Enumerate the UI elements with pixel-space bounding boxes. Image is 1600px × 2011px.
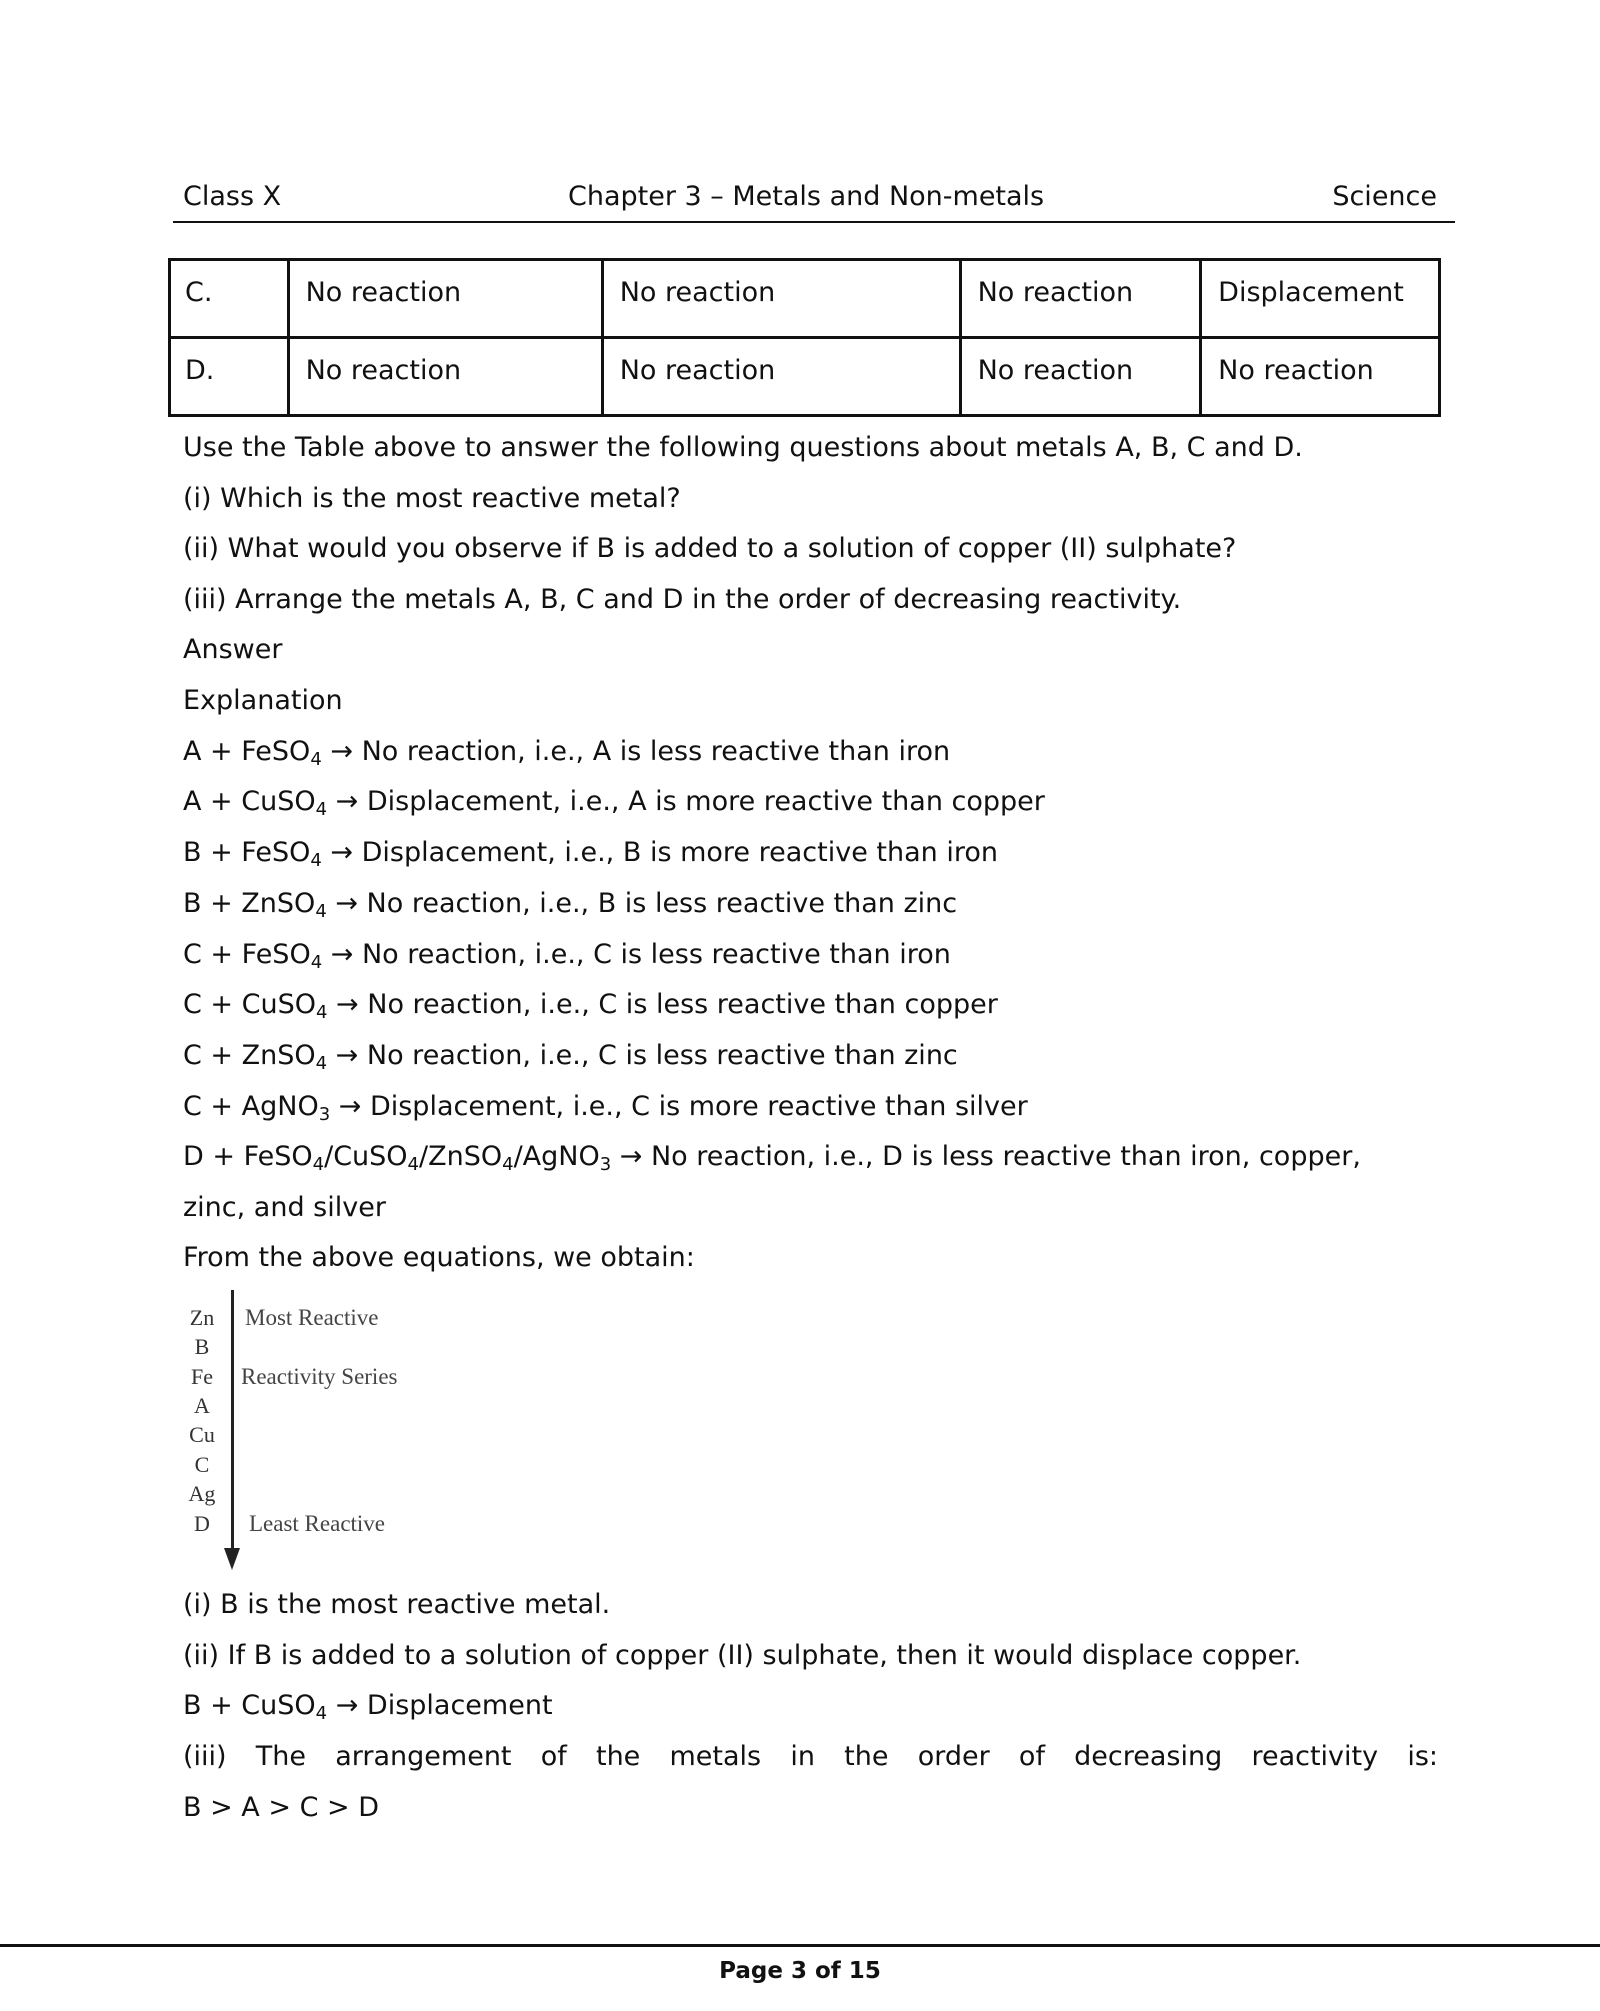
equation-lhs: A + FeSO <box>183 736 311 767</box>
table-cell: No reaction <box>602 338 960 416</box>
arrow-down-icon <box>224 1548 240 1570</box>
equation-line <box>183 938 951 972</box>
table-cell: No reaction <box>288 260 602 338</box>
subscript: 4 <box>310 749 322 770</box>
table-cell: Displacement <box>1201 260 1440 338</box>
answer-3: (iii) The arrangement of the metals in the order of decreasing reactivity is: <box>183 1741 1438 1772</box>
subscript: 3 <box>318 1104 331 1125</box>
least-reactive-label: Least Reactive <box>249 1511 386 1536</box>
equation-lhs: B + CuSO <box>183 1690 316 1721</box>
questions-intro: Use the Table above to answer the following questions about metals A, B, C and D. <box>183 432 1303 463</box>
page-number: Page 3 of 15 <box>719 1958 881 1984</box>
metal-label: A <box>194 1393 210 1418</box>
most-reactive-label: Most Reactive <box>245 1305 379 1330</box>
subscript: 4 <box>502 1154 514 1175</box>
header-class: Class X <box>183 181 282 212</box>
table-cell: No reaction <box>602 260 960 338</box>
equation-line-d <box>183 1140 1361 1174</box>
equation-part: /AgNO <box>513 1141 600 1172</box>
equation-rhs: → No reaction, i.e., C is less reactive than iron <box>322 939 951 970</box>
table-cell: No reaction <box>1201 338 1440 416</box>
table-cell: No reaction <box>960 338 1201 416</box>
equation-lhs: B + FeSO <box>183 837 311 868</box>
subscript: 4 <box>315 799 328 820</box>
equation-rhs: → Displacement, i.e., A is more reactive than copper <box>327 786 1045 817</box>
obtain-text: From the above equations, we obtain: <box>183 1242 695 1273</box>
metal-label: C <box>194 1452 210 1477</box>
equation-continuation: zinc, and silver <box>183 1192 386 1223</box>
subscript: 3 <box>599 1154 612 1175</box>
answer-1: (i) B is the most reactive metal. <box>183 1589 611 1620</box>
question-2: (ii) What would you observe if B is added to a solution of copper (II) sulphate? <box>183 533 1237 564</box>
equation-line <box>183 887 957 921</box>
metal-label: B <box>194 1334 210 1359</box>
subscript: 4 <box>315 1703 328 1724</box>
equation-line <box>183 1039 958 1073</box>
header-subject: Science <box>1332 181 1437 212</box>
metal-label: Cu <box>189 1422 215 1447</box>
table-row <box>170 260 1440 338</box>
answer-3-order: B > A > C > D <box>183 1792 380 1823</box>
subscript: 4 <box>312 1154 325 1175</box>
metal-label: Ag <box>188 1481 216 1506</box>
reactivity-series-diagram <box>178 1288 438 1580</box>
equation-line <box>183 1090 1028 1124</box>
metal-label: Zn <box>189 1305 215 1330</box>
metal-label: D <box>194 1511 210 1536</box>
equation-rhs: → Displacement, i.e., B is more reactive than iron <box>321 837 998 868</box>
reactivity-series-label: Reactivity Series <box>241 1364 398 1389</box>
subscript: 4 <box>407 1154 419 1175</box>
equation-line <box>183 735 950 769</box>
answer-heading: Answer <box>183 634 283 665</box>
equation-line <box>183 785 1045 819</box>
explanation-heading: Explanation <box>183 685 343 716</box>
equation-lhs: C + CuSO <box>183 989 316 1020</box>
equation-rhs: → No reaction, i.e., C is less reactive than zinc <box>327 1040 958 1071</box>
equation-part: /CuSO <box>324 1141 408 1172</box>
equation-rhs: → No reaction, i.e., D is less reactive than iron, copper, <box>611 1141 1361 1172</box>
equation-lhs: B + ZnSO <box>183 888 316 919</box>
table-cell: No reaction <box>960 260 1201 338</box>
reactivity-axis-line <box>231 1290 234 1552</box>
answer-2-equation <box>183 1689 553 1723</box>
reaction-table <box>168 258 1441 417</box>
equation-lhs: C + FeSO <box>183 939 311 970</box>
equation-rhs: → No reaction, i.e., B is less reactive than zinc <box>326 888 958 919</box>
table-row <box>170 338 1440 416</box>
equation-rhs: → No reaction, i.e., A is less reactive than iron <box>321 736 951 767</box>
equation-line <box>183 988 998 1022</box>
subscript: 4 <box>315 1053 328 1074</box>
equation-part: D + FeSO <box>183 1141 313 1172</box>
equation-lhs: A + CuSO <box>183 786 316 817</box>
equation-line <box>183 836 998 870</box>
table-cell: No reaction <box>288 338 602 416</box>
equation-rhs: → Displacement, i.e., C is more reactive than silver <box>330 1091 1028 1122</box>
header-chapter-title: Chapter 3 – Metals and Non-metals <box>568 181 1045 212</box>
equation-part: /ZnSO <box>419 1141 503 1172</box>
question-3: (iii) Arrange the metals A, B, C and D in the order of decreasing reactivity. <box>183 584 1182 615</box>
subscript: 4 <box>315 901 327 922</box>
equation-lhs: C + AgNO <box>183 1091 319 1122</box>
subscript: 4 <box>310 952 323 973</box>
answer-2: (ii) If B is added to a solution of copper (II) sulphate, then it would displace copper. <box>183 1640 1302 1671</box>
footer-divider <box>0 1944 1600 1947</box>
row-label: C. <box>170 260 289 338</box>
equation-rhs: → Displacement <box>327 1690 553 1721</box>
subscript: 4 <box>310 850 322 871</box>
equation-rhs: → No reaction, i.e., C is less reactive than copper <box>327 989 998 1020</box>
subscript: 4 <box>316 1002 328 1023</box>
metal-label: Fe <box>191 1364 213 1389</box>
row-label: D. <box>170 338 289 416</box>
question-1: (i) Which is the most reactive metal? <box>183 483 681 514</box>
equation-lhs: C + ZnSO <box>183 1040 316 1071</box>
header-divider <box>173 221 1455 223</box>
